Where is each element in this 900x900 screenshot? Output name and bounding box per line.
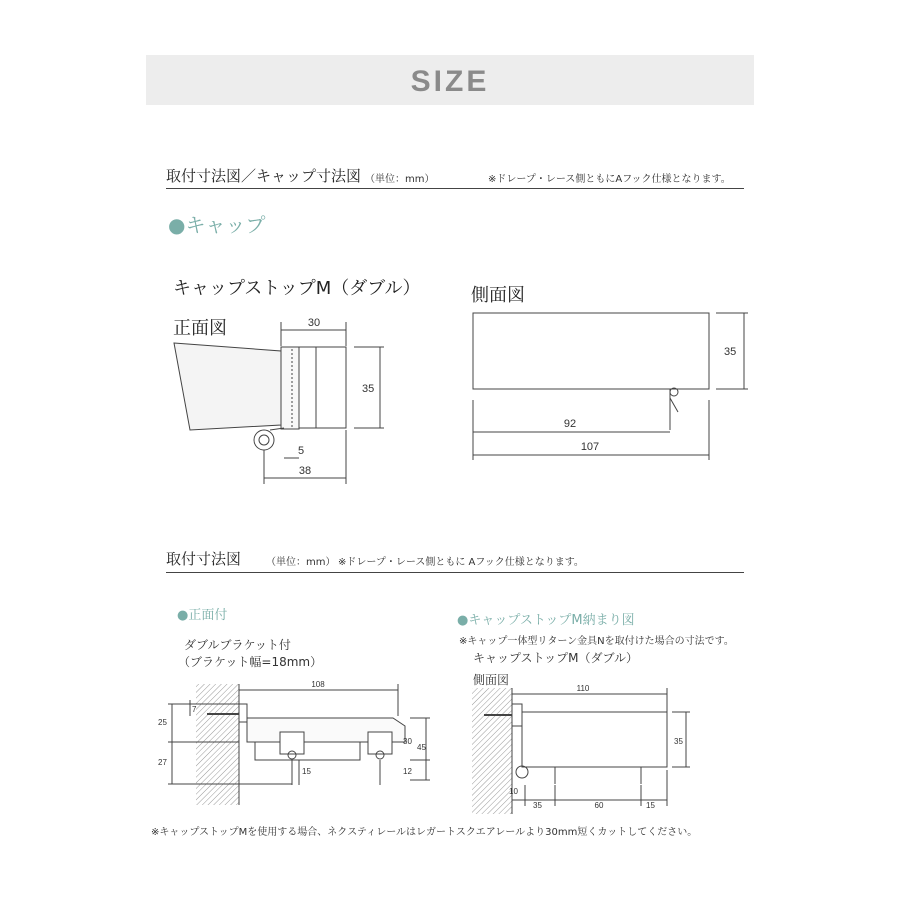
side-dim-92: 92 [563,418,577,430]
bracket-width-caption: （ブラケット幅=18mm） [178,655,323,669]
section2-unit: （単位：mm） [266,557,336,568]
product-title: キャップストップM（ダブル） [173,278,421,299]
fit-dim-35b: 35 [533,801,542,810]
side-view-label: 側面図 [471,285,525,306]
front-dim-35: 35 [362,383,375,395]
side-dim-107: 107 [580,441,600,453]
front-mount-drawing [168,684,430,805]
fit-dim-110: 110 [576,684,590,693]
banner-title: SIZE [410,65,490,98]
mount-dim-7: 7 [192,705,197,714]
mount-dim-12: 12 [403,767,412,776]
front-dim-38: 38 [298,465,312,477]
front-dim-30: 30 [307,317,321,329]
capstop-fit-side-label: 側面図 [473,673,510,687]
mount-dim-15: 15 [302,767,311,776]
section2-title: 取付寸法図 [166,550,242,568]
fit-dim-35: 35 [674,737,683,746]
fit-dim-60: 60 [594,801,604,810]
front-mount-heading: ●正面付 [177,608,228,623]
section1-note: ※ドレープ・レース側ともにAフック仕様となります。 [488,174,731,185]
cap-heading: ●キャップ [168,213,266,237]
capstop-fit-subtitle: キャップストップM（ダブル） [473,651,639,665]
mount-dim-30: 30 [403,737,412,746]
mount-dim-27: 27 [158,758,167,767]
mount-dim-45: 45 [417,743,426,752]
capstop-fit-drawing [472,688,690,814]
fit-dim-15: 15 [646,801,655,810]
front-view-label: 正面図 [173,318,227,339]
capstop-fit-note: ※キャップ一体型リターン金具Nを取付けた場合の寸法です。 [459,636,734,647]
cap-side-view [473,313,748,460]
front-dim-5: 5 [298,445,305,457]
footer-note: ※キャップストップMを使用する場合、ネクスティレールはレガートスクエアレールより30mm短くカットしてください。 [151,827,698,838]
fit-dim-10: 10 [509,787,518,796]
mount-dim-108: 108 [311,680,325,689]
mount-dim-25: 25 [158,718,167,727]
side-dim-35: 35 [724,346,737,358]
bracket-caption: ダブルブラケット付 [184,638,291,652]
cap-front-view [174,322,384,484]
section1-unit: （単位：mm） [365,174,435,185]
section2-note: ※ドレープ・レース側ともに Aフック仕様となります。 [338,557,584,568]
capstop-fit-heading: ●キャップストップM納まり図 [457,613,635,628]
section1-title: 取付寸法図／キャップ寸法図 [166,167,362,185]
